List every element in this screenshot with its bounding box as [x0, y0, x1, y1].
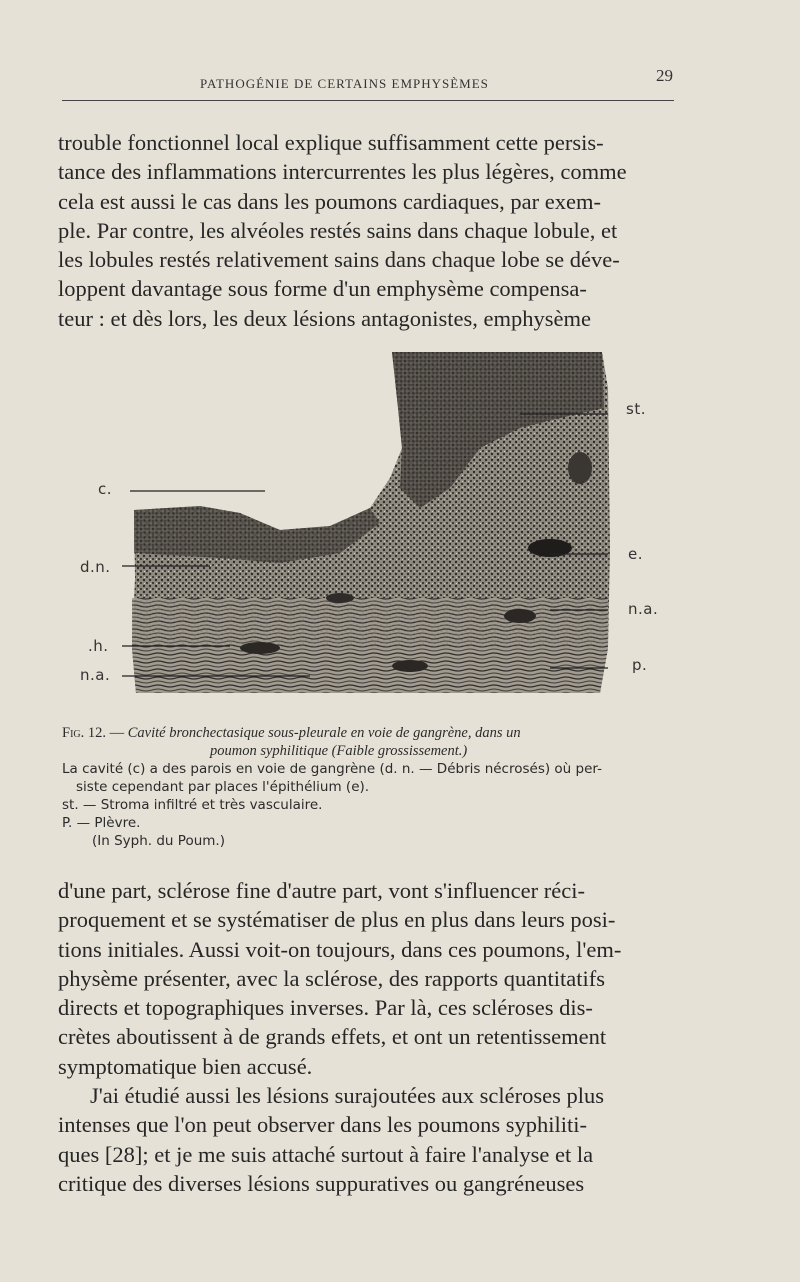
- figure-number: Fig. 12.: [62, 725, 106, 741]
- label-dn: d.n.: [80, 558, 111, 576]
- header-rule: [62, 100, 674, 101]
- text-line: cela est aussi le cas dans les poumons cardiaques, par exem-: [58, 188, 601, 214]
- text-line: proquement et se systématiser de plus en plus dans leurs posi-: [58, 907, 616, 933]
- caption-title: Fig. 12. — Cavité bronchectasique sous-pleurale en voie de gangrène, dans un: [62, 725, 521, 741]
- text-line: symptomatique bien accusé.: [58, 1053, 313, 1079]
- text-line: teur : et dès lors, les deux lésions antagonistes, emphysème: [58, 305, 592, 331]
- caption-source: (In Syph. du Poum.): [92, 833, 225, 849]
- histology-figure: [80, 348, 680, 708]
- text-line: ques [28]; et je me suis attaché surtout à faire l'analyse et la: [58, 1141, 594, 1167]
- label-st: st.: [626, 400, 646, 418]
- caption-legend: [62, 760, 688, 850]
- paragraph-bottom: [58, 876, 684, 1198]
- text-line: intenses que l'on peut observer dans les poumons syphiliti-: [58, 1112, 587, 1138]
- text-line: loppent davantage sous forme d'un emphysème compensa-: [58, 276, 587, 302]
- text-line: tance des inflammations intercurrentes les plus légères, comme: [58, 159, 627, 185]
- text-line: d'une part, sclérose fine d'autre part, vont s'influencer réci-: [58, 878, 585, 903]
- paragraph-top: [58, 128, 684, 333]
- figure-title-line1: Cavité bronchectasique sous-pleurale en voie de gangrène, dans un: [127, 725, 521, 741]
- text-line: ple. Par contre, les alvéoles restés sains dans chaque lobule, et: [58, 217, 618, 243]
- legend-line: P. — Plèvre.: [62, 815, 141, 831]
- figure-title-line2: poumon syphilitique (Faible grossissement.): [210, 743, 468, 759]
- label-c: c.: [98, 480, 113, 498]
- legend-line: La cavité (c) a des parois en voie de gangrène (d. n. — Débris nécrosés) où per-: [62, 761, 602, 777]
- text-line: les lobules restés relativement sains dans chaque lobe se déve-: [58, 247, 620, 273]
- running-title: PATHOGÉNIE DE CERTAINS EMPHYSÈMES: [200, 76, 489, 91]
- label-na-right: n.a.: [628, 600, 659, 618]
- figure-caption: [62, 724, 688, 850]
- text-line: directs et topographiques inverses. Par là, ces scléroses dis-: [58, 995, 593, 1021]
- text-line: trouble fonctionnel local explique suffisamment cette persis-: [58, 130, 604, 155]
- label-p: p.: [632, 656, 648, 674]
- text-line: critique des diverses lésions suppuratives ou gangréneuses: [58, 1170, 585, 1196]
- text-line: tions initiales. Aussi voit-on toujours, dans ces poumons, l'em-: [58, 936, 622, 962]
- legend-line: siste cependant par places l'épithélium (e).: [76, 779, 370, 795]
- label-na-left: n.a.: [80, 666, 111, 684]
- text-line: crètes aboutissent à de grands effets, et ont un retentissement: [58, 1024, 607, 1050]
- legend-line: st. — Stroma infiltré et très vasculaire.: [62, 797, 323, 813]
- page-number: 29: [656, 66, 673, 85]
- text-line: physème présenter, avec la sclérose, des rapports quantitatifs: [58, 965, 606, 991]
- label-h: .h.: [88, 637, 109, 655]
- text-line: J'ai étudié aussi les lésions surajoutées aux scléroses plus: [90, 1083, 604, 1109]
- histology-illustration: [80, 348, 680, 708]
- label-e: e.: [628, 545, 643, 563]
